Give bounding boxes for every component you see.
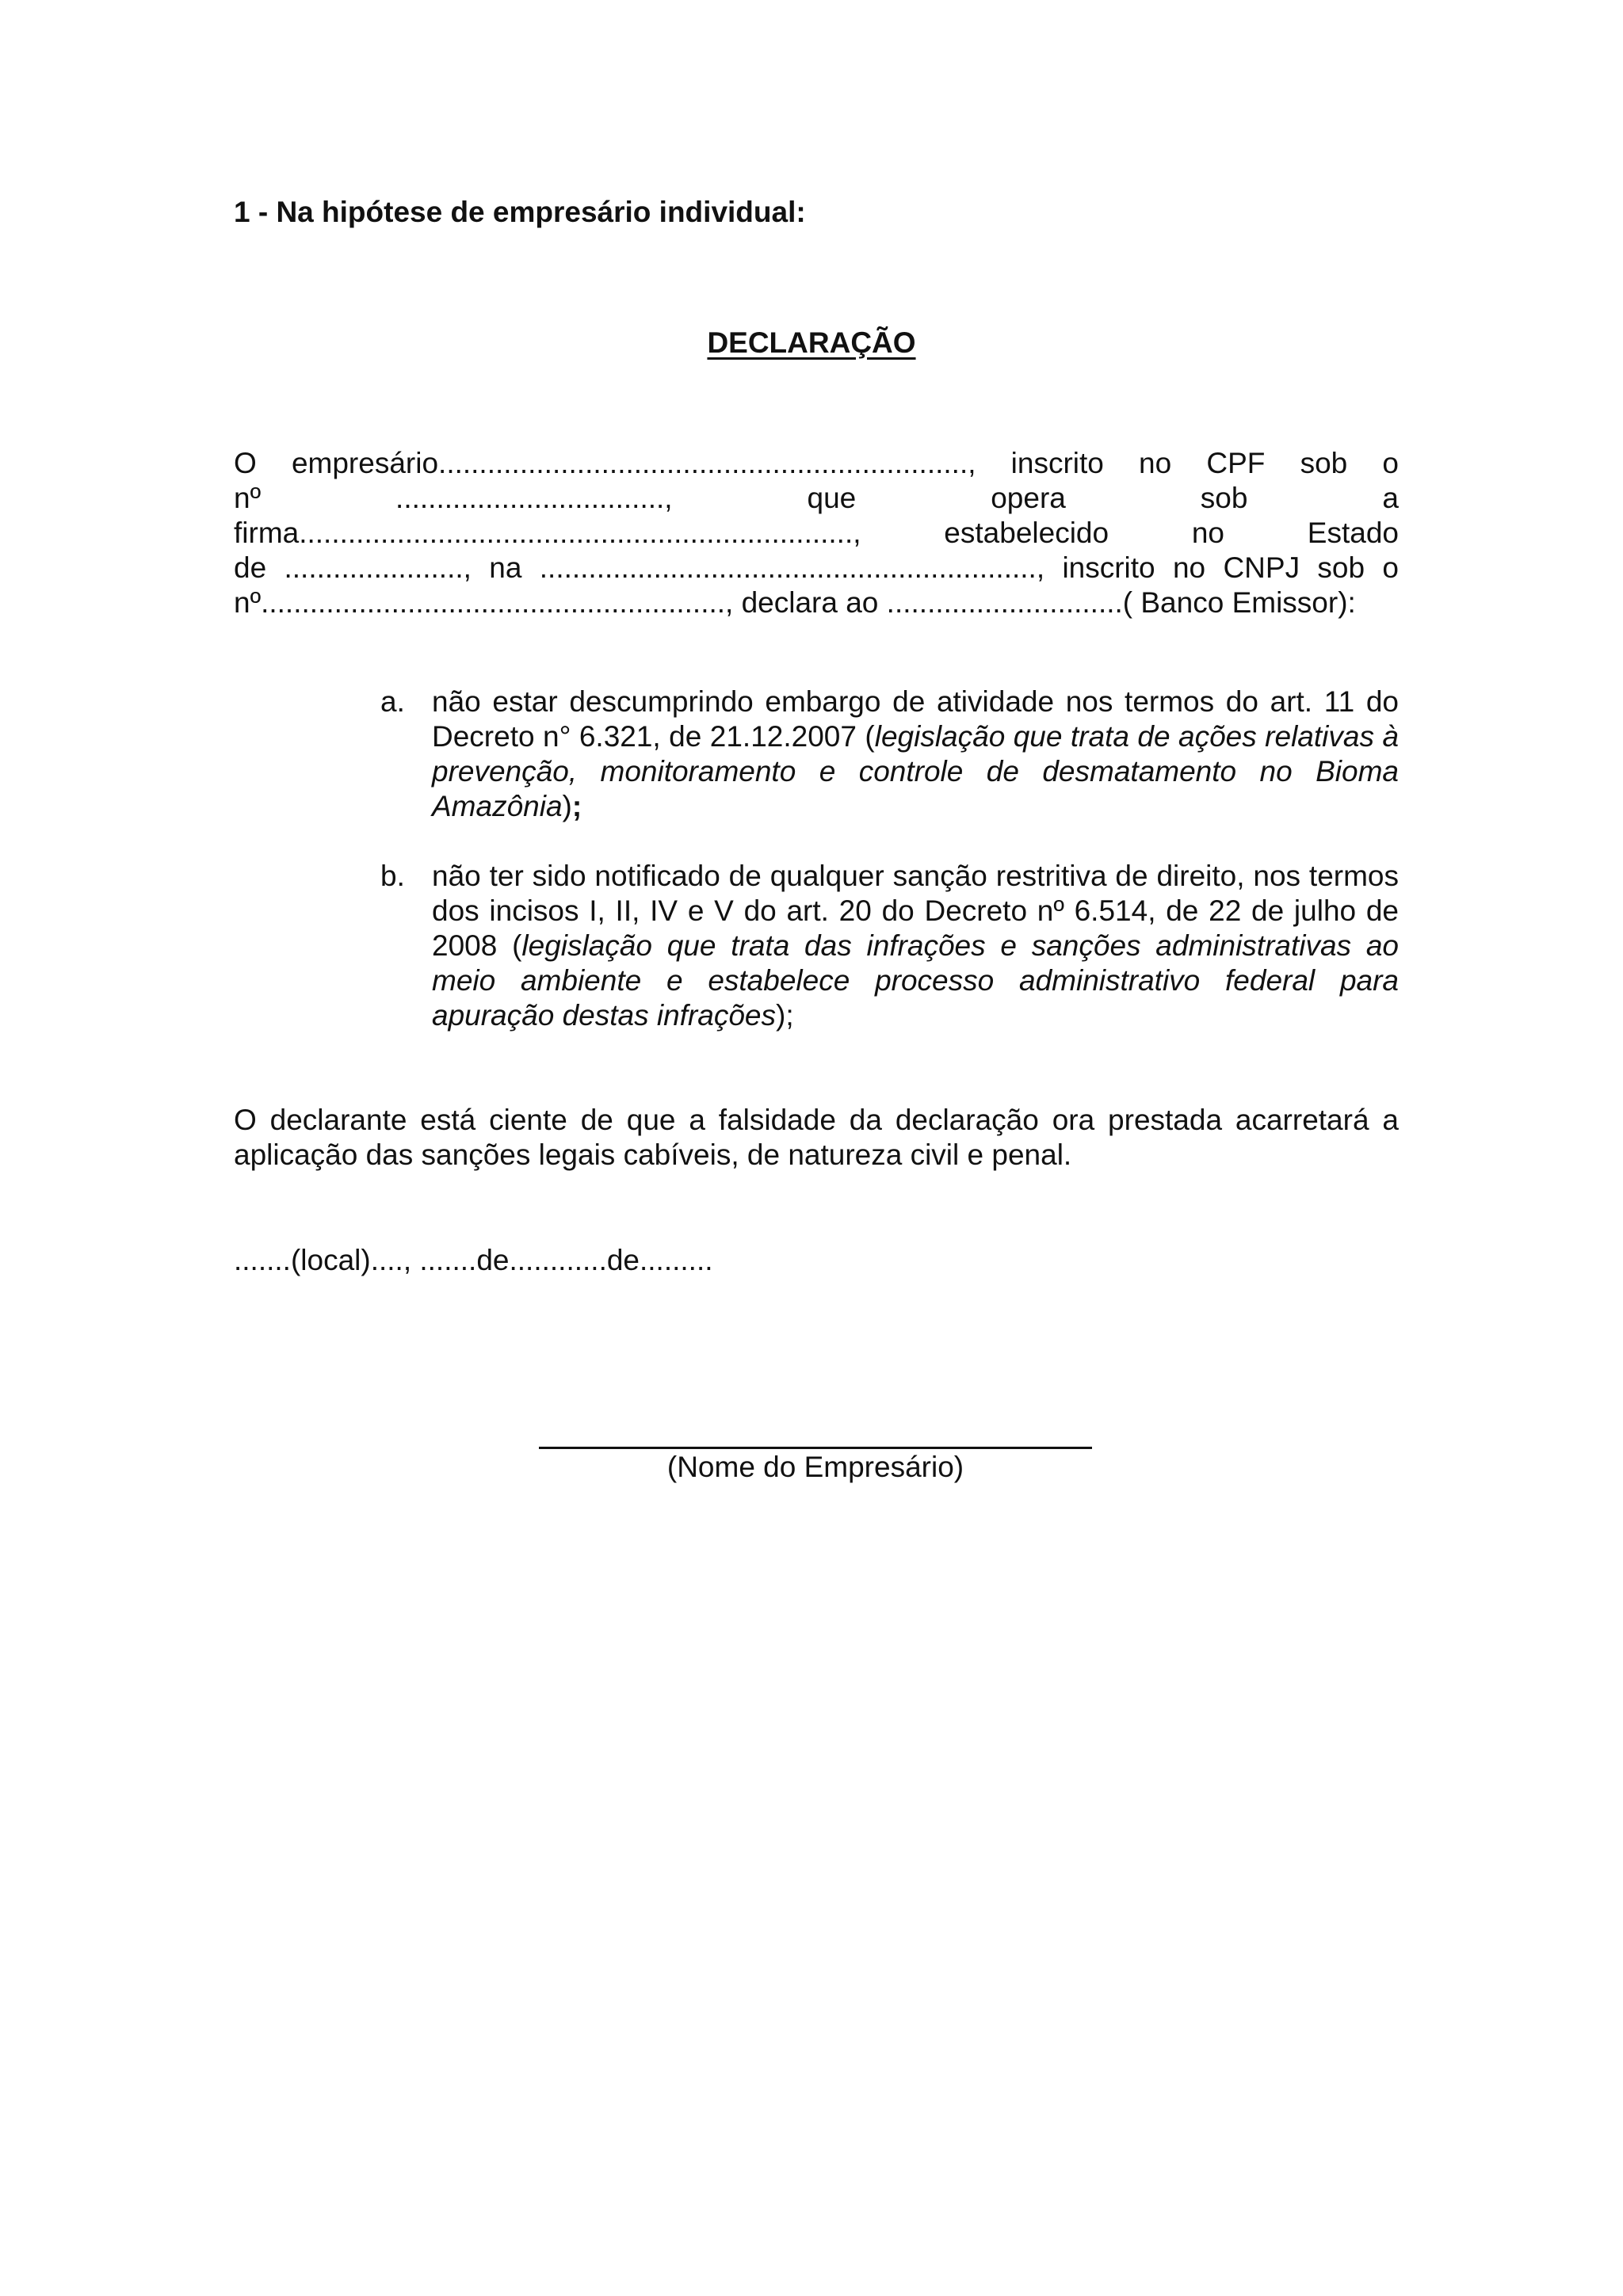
list-item bbox=[380, 859, 1399, 1033]
item-text-italic: legislação que trata das infrações e sanções administrativas ao meio ambiente e estabelece processo administrativo federal para apuração destas infrações bbox=[432, 929, 1399, 1032]
date-place-line: .......(local)...., .......de............de......... bbox=[234, 1244, 713, 1276]
document-title: DECLARAÇÃO bbox=[707, 326, 916, 359]
intro-line: O empresário................................................................., inscrito no CPF sob o bbox=[234, 447, 1399, 479]
statement-paragraph: O declarante está ciente de que a falsidade da declaração ora prestada acarretará a aplicação das sanções legais cabíveis, de natureza civil e penal. bbox=[234, 1104, 1399, 1171]
list-marker: a. bbox=[380, 685, 405, 718]
intro-line: de ......................, na ............................................................., inscrito no CNPJ sob o bbox=[234, 551, 1399, 584]
item-text-start: não estar descumprindo embargo de atividade nos termos do art. 11 do Decreto n° 6.321, de 21.12.2007 ( bbox=[432, 685, 1399, 753]
intro-line: nº........................................................., declara ao .............................( Banco Emissor): bbox=[234, 586, 1356, 619]
list-marker: b. bbox=[380, 860, 405, 892]
item-text-end: ); bbox=[776, 999, 794, 1032]
item-text-start: não ter sido notificado de qualquer sanção restritiva de direito, nos termos dos incisos I, II, IV e V do art. 20 do Decreto nº 6.514, de 22 de julho de 2008 ( bbox=[432, 860, 1399, 962]
intro-line: firma...................................................................., estabelecido no Estado bbox=[234, 517, 1399, 549]
list-item-text bbox=[432, 859, 1399, 1033]
item-text-end: ) bbox=[562, 790, 572, 822]
item-text-bold-end: ; bbox=[571, 790, 582, 822]
intro-line: nº ................................., que opera sob a bbox=[234, 482, 1399, 514]
signature-label: (Nome do Empresário) bbox=[666, 1451, 964, 1483]
declaration-items-list bbox=[380, 685, 1399, 1033]
signature-line bbox=[539, 1447, 1092, 1449]
list-item-text bbox=[432, 685, 1399, 824]
list-item bbox=[380, 685, 1399, 824]
item-text-italic: legislação que trata de ações relativas à prevenção, monitoramento e controle de desmatamento no Bioma Amazônia bbox=[432, 720, 1399, 822]
section-heading: 1 - Na hipótese de empresário individual: bbox=[234, 196, 806, 228]
intro-paragraph bbox=[234, 446, 1399, 620]
